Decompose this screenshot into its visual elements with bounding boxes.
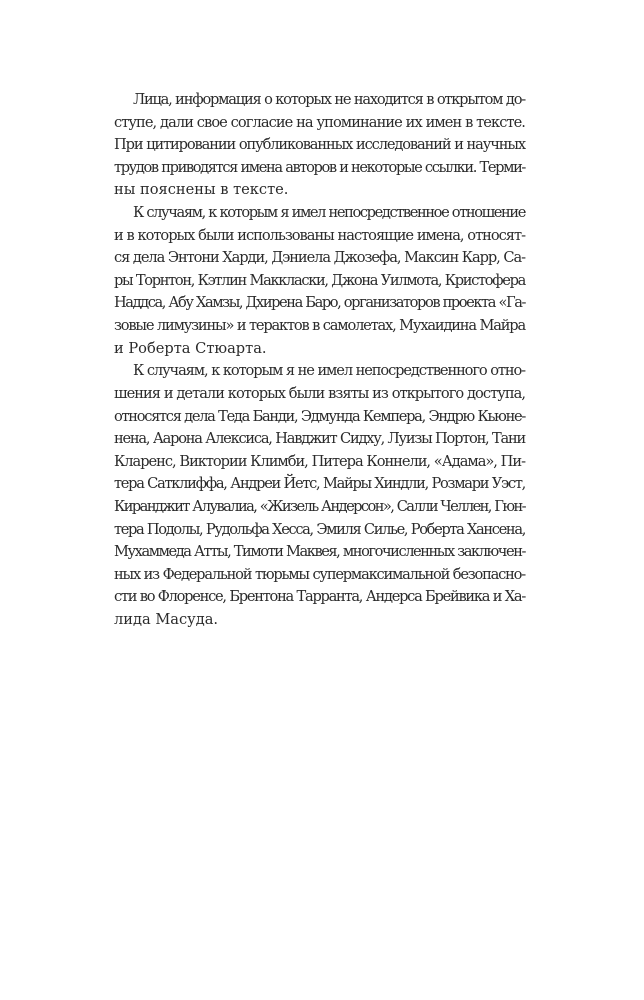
text-line: трудов приводятся имена авторов и некоторые ссылки. Терми- — [114, 158, 525, 176]
text-line: Киранджит Алувалиа, «Жизель Андерсон», Салли Челлен, Гюн- — [114, 497, 525, 515]
paragraph — [114, 89, 525, 202]
text-line: ступе, дали свое согласие на упоминание их имен в тексте. — [114, 113, 525, 131]
paragraph — [114, 360, 525, 631]
text-line: ных из Федеральной тюрьмы супермаксимальной безопасно- — [114, 565, 525, 583]
text-line: ны пояснены в тексте. — [114, 181, 289, 199]
text-line: тера Подолы, Рудольфа Хесса, Эмиля Силье, Роберта Хансена, — [114, 520, 525, 538]
text-line: Лица, информация о которых не находится в открытом до- — [133, 91, 525, 108]
text-line: шения и детали которых были взяты из открытого доступа, — [114, 384, 525, 402]
text-line: нена, Аарона Алексиса, Навджит Сидху, Луизы Портон, Тани — [114, 430, 525, 448]
text-line: Кларенс, Виктории Климби, Питера Коннели, «Адама», Пи- — [114, 452, 525, 470]
text-line: зовые лимузины» и терактов в самолетах, Мухаидина Майра — [114, 317, 525, 335]
text-line: и Роберта Стюарта. — [114, 339, 267, 357]
body-text — [114, 89, 525, 632]
text-line: ры Торнтон, Кэтлин Маккласки, Джона Уилмота, Кристофера — [114, 271, 525, 289]
text-line: сти во Флоренсе, Брентона Тарранта, Андерса Брейвика и Ха- — [114, 588, 525, 606]
text-line: лида Масуда. — [114, 611, 219, 629]
text-line: К случаям, к которым я не имел непосредственного отно- — [133, 362, 525, 380]
text-line: Мухаммеда Атты, Тимоти Маквея, многочисленных заключен- — [114, 543, 525, 561]
paragraph — [114, 202, 525, 360]
text-line: и в которых были использованы настоящие имена, относят- — [114, 226, 525, 244]
text-line: ся дела Энтони Харди, Дэниела Джозефа, Максин Карр, Са- — [114, 249, 525, 267]
text-line: относятся дела Теда Банди, Эдмунда Кемпера, Эндрю Кьюне- — [114, 407, 525, 425]
text-line: Наддса, Абу Хамзы, Дхирена Баро, организаторов проекта «Га- — [114, 294, 525, 312]
text-line: При цитировании опубликованных исследований и научных — [114, 136, 525, 154]
text-line: К случаям, к которым я имел непосредственное отношение — [133, 204, 525, 222]
text-line: тера Сатклиффа, Андреи Йетс, Майры Хиндли, Розмари Уэст, — [114, 475, 525, 493]
